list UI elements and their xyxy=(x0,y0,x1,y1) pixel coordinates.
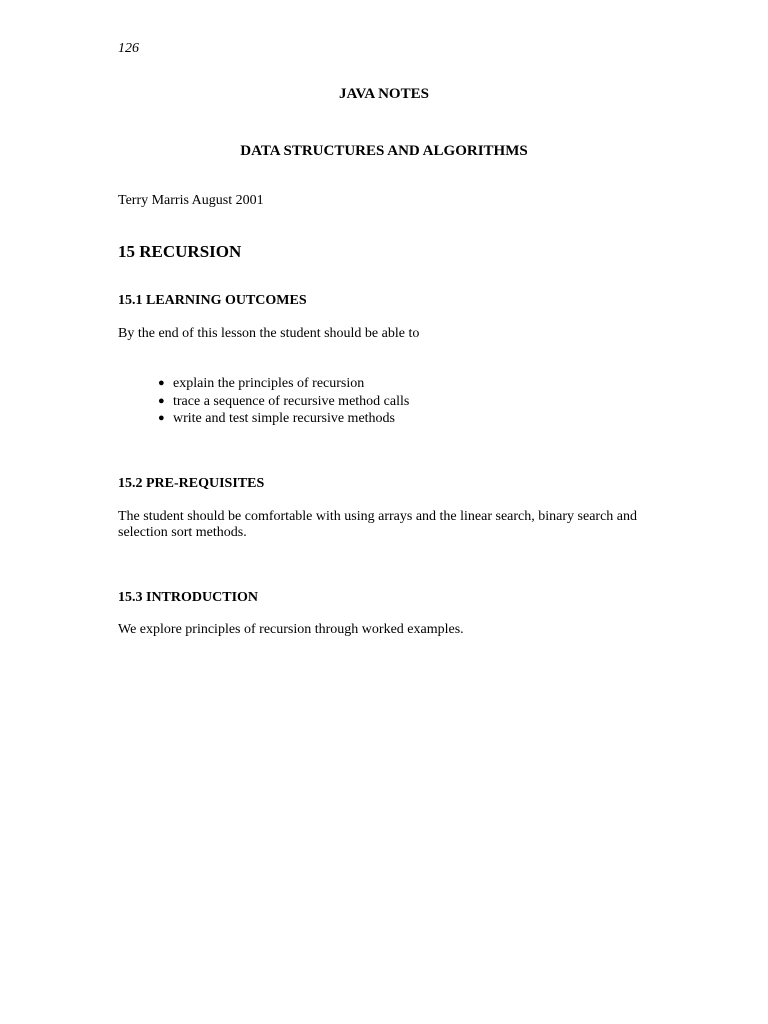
bullet-icon: ● xyxy=(158,394,165,407)
pre-requisites-text: The student should be comfortable with using arrays and the linear search, binary search and selection sort methods. xyxy=(118,509,637,540)
learning-outcomes-list xyxy=(158,375,409,428)
section-heading-introduction: 15.3 INTRODUCTION xyxy=(118,590,259,605)
bullet-icon: ● xyxy=(158,412,165,424)
section-heading-pre-requisites: 15.2 PRE-REQUISITES xyxy=(118,476,265,491)
list-item xyxy=(158,393,409,411)
list-item-text: explain the principles of recursion xyxy=(173,376,365,391)
list-item xyxy=(158,410,409,428)
page-number: 126 xyxy=(118,41,139,56)
list-item-text: write and test simple recursive methods xyxy=(173,411,395,426)
introduction-text: We explore principles of recursion through worked examples. xyxy=(118,622,464,637)
bullet-icon: ● xyxy=(158,377,165,389)
document-title: JAVA NOTES xyxy=(339,86,429,102)
list-item-text: trace a sequence of recursive method calls xyxy=(173,393,410,409)
section-heading-learning-outcomes: 15.1 LEARNING OUTCOMES xyxy=(118,293,307,308)
chapter-heading: 15 RECURSION xyxy=(118,242,242,261)
learning-outcomes-intro: By the end of this lesson the student should be able to xyxy=(118,326,420,341)
author-line: Terry Marris August 2001 xyxy=(118,193,264,208)
document-subtitle: DATA STRUCTURES AND ALGORITHMS xyxy=(240,143,528,159)
list-item xyxy=(158,375,409,393)
